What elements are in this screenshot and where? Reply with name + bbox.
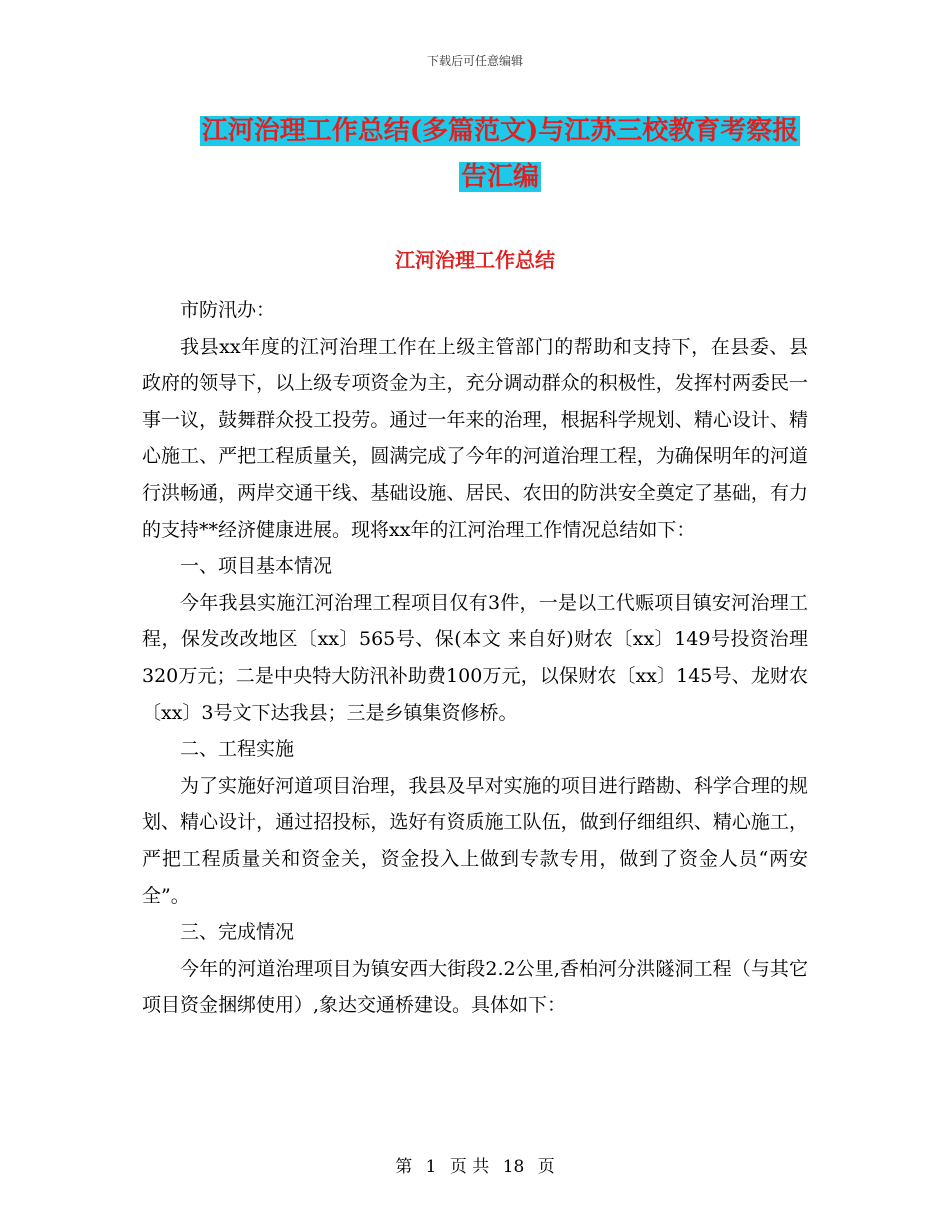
document-body xyxy=(142,292,808,1024)
footer-middle: 页 共 xyxy=(449,1157,490,1177)
document-title-line-1: 江河治理工作总结(多篇范文)与江苏三校教育考察报 xyxy=(201,116,799,146)
footer-suffix: 页 xyxy=(537,1157,555,1177)
section-title: 江河治理工作总结 xyxy=(395,248,555,272)
paragraph-intro: 我县xx年度的江河治理工作在上级主管部门的帮助和支持下，在县委、县政府的领导下，以上级专项资金为主，充分调动群众的积极性，发挥村两委民一事一议，鼓舞群众投工投劳。通过一年来的治理，根据科学规划、精心设计、精心施工、严把工程质量关，圆满完成了今年的河道治理工程，为确保明年的河道行洪畅通，两岸交通干线、基础设施、居民、农田的防洪安全奠定了基础，有力的支持**经济健康进展。现将xx年的江河治理工作情况总结如下： xyxy=(142,335,808,541)
paragraph-implementation: 为了实施好河道项目治理，我县及早对实施的项目进行踏勘、科学合理的规划、精心设计，通过招投标，选好有资质施工队伍，做到仔细组织、精心施工，严把工程质量关和资金关，资金投入上做到专款专用，做到了资金人员“两安全”。 xyxy=(142,774,808,907)
heading-implementation: 二、工程实施 xyxy=(180,738,295,761)
footer-prefix: 第 xyxy=(395,1157,413,1177)
paragraph-completion: 今年的河道治理项目为镇安西大街段2.2公里,香柏河分洪隧洞工程（与其它项目资金捆绑使用）,象达交通桥建设。具体如下： xyxy=(142,957,808,1017)
page-header-note: 下载后可任意编辑 xyxy=(426,54,523,68)
document-title-line-2: 告汇编 xyxy=(460,162,539,192)
page-footer xyxy=(0,1156,950,1178)
footer-total-pages: 18 xyxy=(502,1157,525,1177)
document-title xyxy=(150,108,850,200)
heading-project-overview: 一、项目基本情况 xyxy=(180,555,333,578)
salutation: 市防汛办： xyxy=(180,299,276,321)
paragraph-project-overview: 今年我县实施江河治理工程项目仅有3件，一是以工代赈项目镇安河治理工程，保发改改地区〔xx〕565号、保(本文 来自好)财农〔xx〕149号投资治理320万元；二是中央特大防汛补助费100万元，以保财农〔xx〕145号、龙财农〔xx〕3号文下达我县；三是乡镇集资修桥。 xyxy=(142,591,808,724)
footer-page-number: 1 xyxy=(425,1157,437,1177)
heading-completion: 三、完成情况 xyxy=(180,921,295,944)
